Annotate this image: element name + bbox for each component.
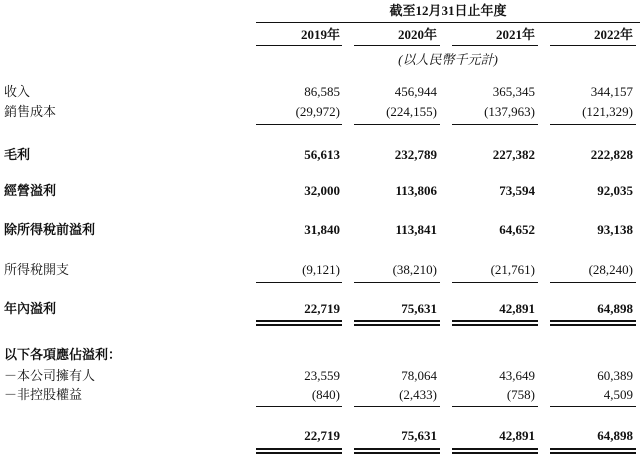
cell: (137,963)	[484, 104, 535, 119]
subtotal-rule	[550, 282, 636, 283]
subtotal-rule	[256, 282, 342, 283]
cell: (224,155)	[386, 104, 437, 119]
row-label-income-tax: 所得稅開支	[4, 262, 70, 277]
row-label-operating-profit: 經營溢利	[4, 183, 57, 198]
cell: 31,840	[304, 222, 340, 237]
cell: 4,509	[603, 387, 633, 402]
cell: 22,719	[304, 301, 340, 316]
cell: 75,631	[401, 301, 437, 316]
double-rule	[354, 452, 440, 454]
double-rule	[354, 320, 440, 322]
subtotal-rule	[550, 124, 636, 125]
cell: (21,761)	[490, 262, 535, 277]
double-rule	[550, 452, 636, 454]
cell: 64,652	[499, 222, 535, 237]
subtotal-rule	[256, 406, 342, 407]
cell: 42,891	[499, 301, 535, 316]
double-rule	[256, 324, 342, 326]
subtotal-rule	[354, 124, 440, 125]
cell: 23,559	[304, 368, 340, 383]
cell: 227,382	[492, 147, 535, 162]
year-2022: 2022年	[593, 27, 633, 42]
double-rule	[256, 320, 342, 322]
double-rule	[550, 324, 636, 326]
cell: (28,240)	[588, 262, 633, 277]
row-label-profit-for-year: 年內溢利	[4, 301, 57, 316]
cell: 365,345	[492, 84, 535, 99]
section-label-attributable: 以下各項應佔溢利：	[4, 347, 122, 362]
row-label-cost-of-sales: 銷售成本	[4, 104, 57, 119]
cell: 113,841	[395, 222, 437, 237]
cell: (2,433)	[399, 387, 437, 402]
cell: 113,806	[395, 183, 437, 198]
unit-note: (以人民幣千元計)	[398, 52, 498, 67]
cell: 222,828	[590, 147, 633, 162]
double-rule	[256, 452, 342, 454]
double-rule	[452, 452, 538, 454]
cell: 56,613	[304, 147, 340, 162]
subtotal-rule	[550, 406, 636, 407]
cell: (758)	[506, 387, 535, 402]
subtotal-rule	[452, 124, 538, 125]
double-rule	[550, 320, 636, 322]
header-rule	[256, 22, 640, 23]
cell: 60,389	[597, 368, 633, 383]
year-rule	[452, 45, 538, 46]
year-rule	[354, 45, 440, 46]
cell: (9,121)	[302, 262, 340, 277]
cell: 92,035	[597, 183, 633, 198]
cell: 73,594	[499, 183, 535, 198]
subtotal-rule	[256, 124, 342, 125]
cell: 344,157	[590, 84, 633, 99]
cell: (29,972)	[295, 104, 340, 119]
cell: 42,891	[499, 428, 535, 443]
row-label-gross-profit: 毛利	[4, 147, 31, 162]
year-rule	[256, 45, 342, 46]
row-label-owners: －本公司擁有人	[4, 368, 96, 383]
double-rule	[452, 448, 538, 450]
year-2021: 2021年	[495, 27, 535, 42]
cell: 86,585	[304, 84, 340, 99]
cell: (121,329)	[582, 104, 633, 119]
subtotal-rule	[452, 406, 538, 407]
cell: 78,064	[401, 368, 437, 383]
row-label-profit-before-tax: 除所得稅前溢利	[4, 222, 96, 237]
cell: (840)	[311, 387, 340, 402]
cell: 93,138	[597, 222, 633, 237]
year-2019: 2019年	[300, 27, 340, 42]
cell: 75,631	[401, 428, 437, 443]
subtotal-rule	[354, 406, 440, 407]
double-rule	[452, 324, 538, 326]
cell: 32,000	[304, 183, 340, 198]
cell: 43,649	[499, 368, 535, 383]
double-rule	[550, 448, 636, 450]
subtotal-rule	[452, 282, 538, 283]
cell: 64,898	[597, 301, 633, 316]
row-label-non-controlling: －非控股權益	[4, 387, 83, 402]
cell: 232,789	[394, 147, 437, 162]
row-label-revenue: 收入	[4, 84, 31, 99]
cell: 456,944	[394, 84, 437, 99]
double-rule	[452, 320, 538, 322]
double-rule	[354, 324, 440, 326]
cell: (38,210)	[392, 262, 437, 277]
period-header: 截至12月31日止年度	[389, 3, 507, 18]
year-2020: 2020年	[397, 27, 437, 42]
cell: 22,719	[304, 428, 340, 443]
cell: 64,898	[597, 428, 633, 443]
subtotal-rule	[354, 282, 440, 283]
double-rule	[256, 448, 342, 450]
year-rule	[550, 45, 636, 46]
double-rule	[354, 448, 440, 450]
